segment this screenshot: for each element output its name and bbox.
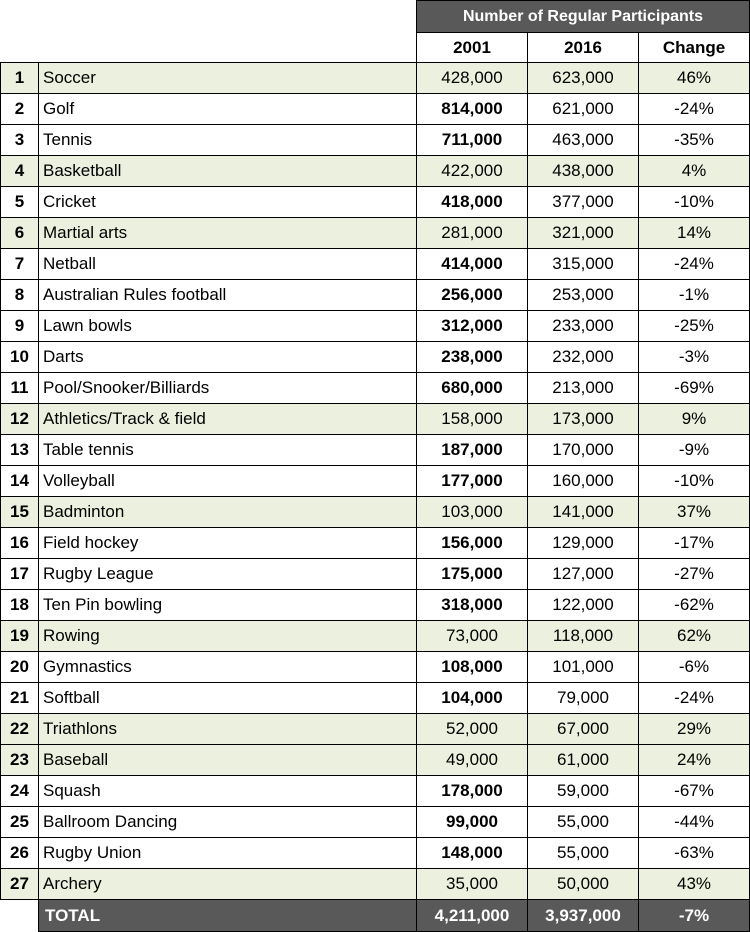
rank-cell: 25: [1, 807, 39, 838]
change-cell: 14%: [639, 218, 750, 249]
blank-corner: [1, 900, 39, 932]
value-2001-cell: 814,000: [417, 94, 528, 125]
value-2001-cell: 103,000: [417, 497, 528, 528]
rank-cell: 24: [1, 776, 39, 807]
sport-name-cell: Soccer: [39, 63, 417, 94]
rank-cell: 22: [1, 714, 39, 745]
value-2016-cell: 170,000: [528, 435, 639, 466]
value-2016-cell: 59,000: [528, 776, 639, 807]
rank-cell: 23: [1, 745, 39, 776]
value-2001-cell: 187,000: [417, 435, 528, 466]
value-2001-cell: 680,000: [417, 373, 528, 404]
sport-name-cell: Baseball: [39, 745, 417, 776]
value-2016-cell: 321,000: [528, 218, 639, 249]
sport-name-cell: Australian Rules football: [39, 280, 417, 311]
change-cell: -10%: [639, 187, 750, 218]
table-row: [1, 590, 750, 621]
value-2016-cell: 122,000: [528, 590, 639, 621]
rank-cell: 27: [1, 869, 39, 900]
table-row: [1, 187, 750, 218]
table-row: [1, 776, 750, 807]
table-body: [1, 63, 750, 900]
change-cell: -1%: [639, 280, 750, 311]
sport-name-cell: Table tennis: [39, 435, 417, 466]
value-2016-cell: 61,000: [528, 745, 639, 776]
value-2001-cell: 428,000: [417, 63, 528, 94]
change-cell: -24%: [639, 249, 750, 280]
rank-cell: 15: [1, 497, 39, 528]
column-header-2001: 2001: [417, 33, 528, 63]
rank-cell: 8: [1, 280, 39, 311]
sport-name-cell: Golf: [39, 94, 417, 125]
rank-cell: 16: [1, 528, 39, 559]
value-2016-cell: 233,000: [528, 311, 639, 342]
value-2016-cell: 55,000: [528, 807, 639, 838]
table-row: [1, 311, 750, 342]
change-cell: -62%: [639, 590, 750, 621]
total-row: [1, 900, 750, 932]
value-2016-cell: 253,000: [528, 280, 639, 311]
table-row: [1, 280, 750, 311]
table-title: Number of Regular Participants: [417, 1, 750, 33]
rank-cell: 26: [1, 838, 39, 869]
value-2016-cell: 129,000: [528, 528, 639, 559]
sport-name-cell: Ten Pin bowling: [39, 590, 417, 621]
change-cell: 62%: [639, 621, 750, 652]
value-2001-cell: 256,000: [417, 280, 528, 311]
table-row: [1, 745, 750, 776]
value-2016-cell: 79,000: [528, 683, 639, 714]
blank-corner: [39, 33, 417, 63]
change-cell: 4%: [639, 156, 750, 187]
value-2016-cell: 621,000: [528, 94, 639, 125]
change-cell: 9%: [639, 404, 750, 435]
table-row: [1, 63, 750, 94]
column-header-row: [1, 33, 750, 63]
table-row: [1, 807, 750, 838]
sport-name-cell: Pool/Snooker/Billiards: [39, 373, 417, 404]
sport-name-cell: Lawn bowls: [39, 311, 417, 342]
blank-corner: [1, 33, 39, 63]
table-row: [1, 435, 750, 466]
total-2001: 4,211,000: [417, 900, 528, 932]
total-change: -7%: [639, 900, 750, 932]
sport-name-cell: Field hockey: [39, 528, 417, 559]
value-2016-cell: 67,000: [528, 714, 639, 745]
value-2001-cell: 312,000: [417, 311, 528, 342]
rank-cell: 21: [1, 683, 39, 714]
total-label: TOTAL: [39, 900, 417, 932]
change-cell: -9%: [639, 435, 750, 466]
change-cell: 37%: [639, 497, 750, 528]
table-row: [1, 466, 750, 497]
blank-corner: [39, 1, 417, 33]
blank-corner: [1, 1, 39, 33]
change-cell: -24%: [639, 683, 750, 714]
value-2001-cell: 177,000: [417, 466, 528, 497]
value-2001-cell: 711,000: [417, 125, 528, 156]
change-cell: -10%: [639, 466, 750, 497]
value-2016-cell: 315,000: [528, 249, 639, 280]
change-cell: -67%: [639, 776, 750, 807]
sport-name-cell: Rugby Union: [39, 838, 417, 869]
sport-name-cell: Volleyball: [39, 466, 417, 497]
change-cell: -63%: [639, 838, 750, 869]
title-row: [1, 1, 750, 33]
change-cell: -25%: [639, 311, 750, 342]
change-cell: -69%: [639, 373, 750, 404]
value-2001-cell: 148,000: [417, 838, 528, 869]
sport-name-cell: Squash: [39, 776, 417, 807]
change-cell: 43%: [639, 869, 750, 900]
value-2001-cell: 158,000: [417, 404, 528, 435]
sport-name-cell: Darts: [39, 342, 417, 373]
value-2001-cell: 238,000: [417, 342, 528, 373]
rank-cell: 19: [1, 621, 39, 652]
value-2001-cell: 52,000: [417, 714, 528, 745]
change-cell: -17%: [639, 528, 750, 559]
value-2016-cell: 377,000: [528, 187, 639, 218]
sport-name-cell: Badminton: [39, 497, 417, 528]
value-2016-cell: 160,000: [528, 466, 639, 497]
value-2001-cell: 99,000: [417, 807, 528, 838]
rank-cell: 18: [1, 590, 39, 621]
sport-name-cell: Cricket: [39, 187, 417, 218]
change-cell: -44%: [639, 807, 750, 838]
value-2016-cell: 50,000: [528, 869, 639, 900]
value-2016-cell: 623,000: [528, 63, 639, 94]
table-row: [1, 249, 750, 280]
table-row: [1, 373, 750, 404]
rank-cell: 6: [1, 218, 39, 249]
sport-name-cell: Ballroom Dancing: [39, 807, 417, 838]
table-row: [1, 94, 750, 125]
value-2016-cell: 118,000: [528, 621, 639, 652]
rank-cell: 11: [1, 373, 39, 404]
rank-cell: 14: [1, 466, 39, 497]
sport-name-cell: Softball: [39, 683, 417, 714]
value-2016-cell: 213,000: [528, 373, 639, 404]
sport-name-cell: Triathlons: [39, 714, 417, 745]
rank-cell: 1: [1, 63, 39, 94]
rank-cell: 5: [1, 187, 39, 218]
change-cell: 29%: [639, 714, 750, 745]
rank-cell: 9: [1, 311, 39, 342]
rank-cell: 3: [1, 125, 39, 156]
value-2016-cell: 101,000: [528, 652, 639, 683]
sport-name-cell: Martial arts: [39, 218, 417, 249]
rank-cell: 12: [1, 404, 39, 435]
value-2001-cell: 178,000: [417, 776, 528, 807]
value-2001-cell: 414,000: [417, 249, 528, 280]
column-header-change: Change: [639, 33, 750, 63]
value-2001-cell: 281,000: [417, 218, 528, 249]
change-cell: -24%: [639, 94, 750, 125]
table-row: [1, 559, 750, 590]
value-2001-cell: 35,000: [417, 869, 528, 900]
value-2001-cell: 104,000: [417, 683, 528, 714]
total-2016: 3,937,000: [528, 900, 639, 932]
value-2016-cell: 173,000: [528, 404, 639, 435]
table-row: [1, 528, 750, 559]
sport-name-cell: Athletics/Track & field: [39, 404, 417, 435]
table-row: [1, 838, 750, 869]
value-2001-cell: 422,000: [417, 156, 528, 187]
column-header-2016: 2016: [528, 33, 639, 63]
rank-cell: 7: [1, 249, 39, 280]
change-cell: -3%: [639, 342, 750, 373]
rank-cell: 4: [1, 156, 39, 187]
table-row: [1, 683, 750, 714]
rank-cell: 17: [1, 559, 39, 590]
value-2016-cell: 55,000: [528, 838, 639, 869]
sport-name-cell: Basketball: [39, 156, 417, 187]
table-row: [1, 652, 750, 683]
rank-cell: 13: [1, 435, 39, 466]
sport-name-cell: Rowing: [39, 621, 417, 652]
value-2016-cell: 127,000: [528, 559, 639, 590]
table-row: [1, 714, 750, 745]
sport-name-cell: Gymnastics: [39, 652, 417, 683]
table-row: [1, 621, 750, 652]
value-2016-cell: 463,000: [528, 125, 639, 156]
rank-cell: 10: [1, 342, 39, 373]
table-row: [1, 156, 750, 187]
value-2001-cell: 73,000: [417, 621, 528, 652]
value-2001-cell: 108,000: [417, 652, 528, 683]
sport-name-cell: Archery: [39, 869, 417, 900]
change-cell: 46%: [639, 63, 750, 94]
table-row: [1, 218, 750, 249]
table-row: [1, 125, 750, 156]
change-cell: -35%: [639, 125, 750, 156]
rank-cell: 20: [1, 652, 39, 683]
change-cell: -6%: [639, 652, 750, 683]
change-cell: -27%: [639, 559, 750, 590]
value-2001-cell: 318,000: [417, 590, 528, 621]
value-2001-cell: 49,000: [417, 745, 528, 776]
table-row: [1, 342, 750, 373]
sport-name-cell: Netball: [39, 249, 417, 280]
value-2016-cell: 438,000: [528, 156, 639, 187]
table-row: [1, 869, 750, 900]
sport-name-cell: Rugby League: [39, 559, 417, 590]
sport-name-cell: Tennis: [39, 125, 417, 156]
value-2016-cell: 141,000: [528, 497, 639, 528]
change-cell: 24%: [639, 745, 750, 776]
table-row: [1, 497, 750, 528]
rank-cell: 2: [1, 94, 39, 125]
table-row: [1, 404, 750, 435]
value-2016-cell: 232,000: [528, 342, 639, 373]
value-2001-cell: 418,000: [417, 187, 528, 218]
value-2001-cell: 156,000: [417, 528, 528, 559]
value-2001-cell: 175,000: [417, 559, 528, 590]
